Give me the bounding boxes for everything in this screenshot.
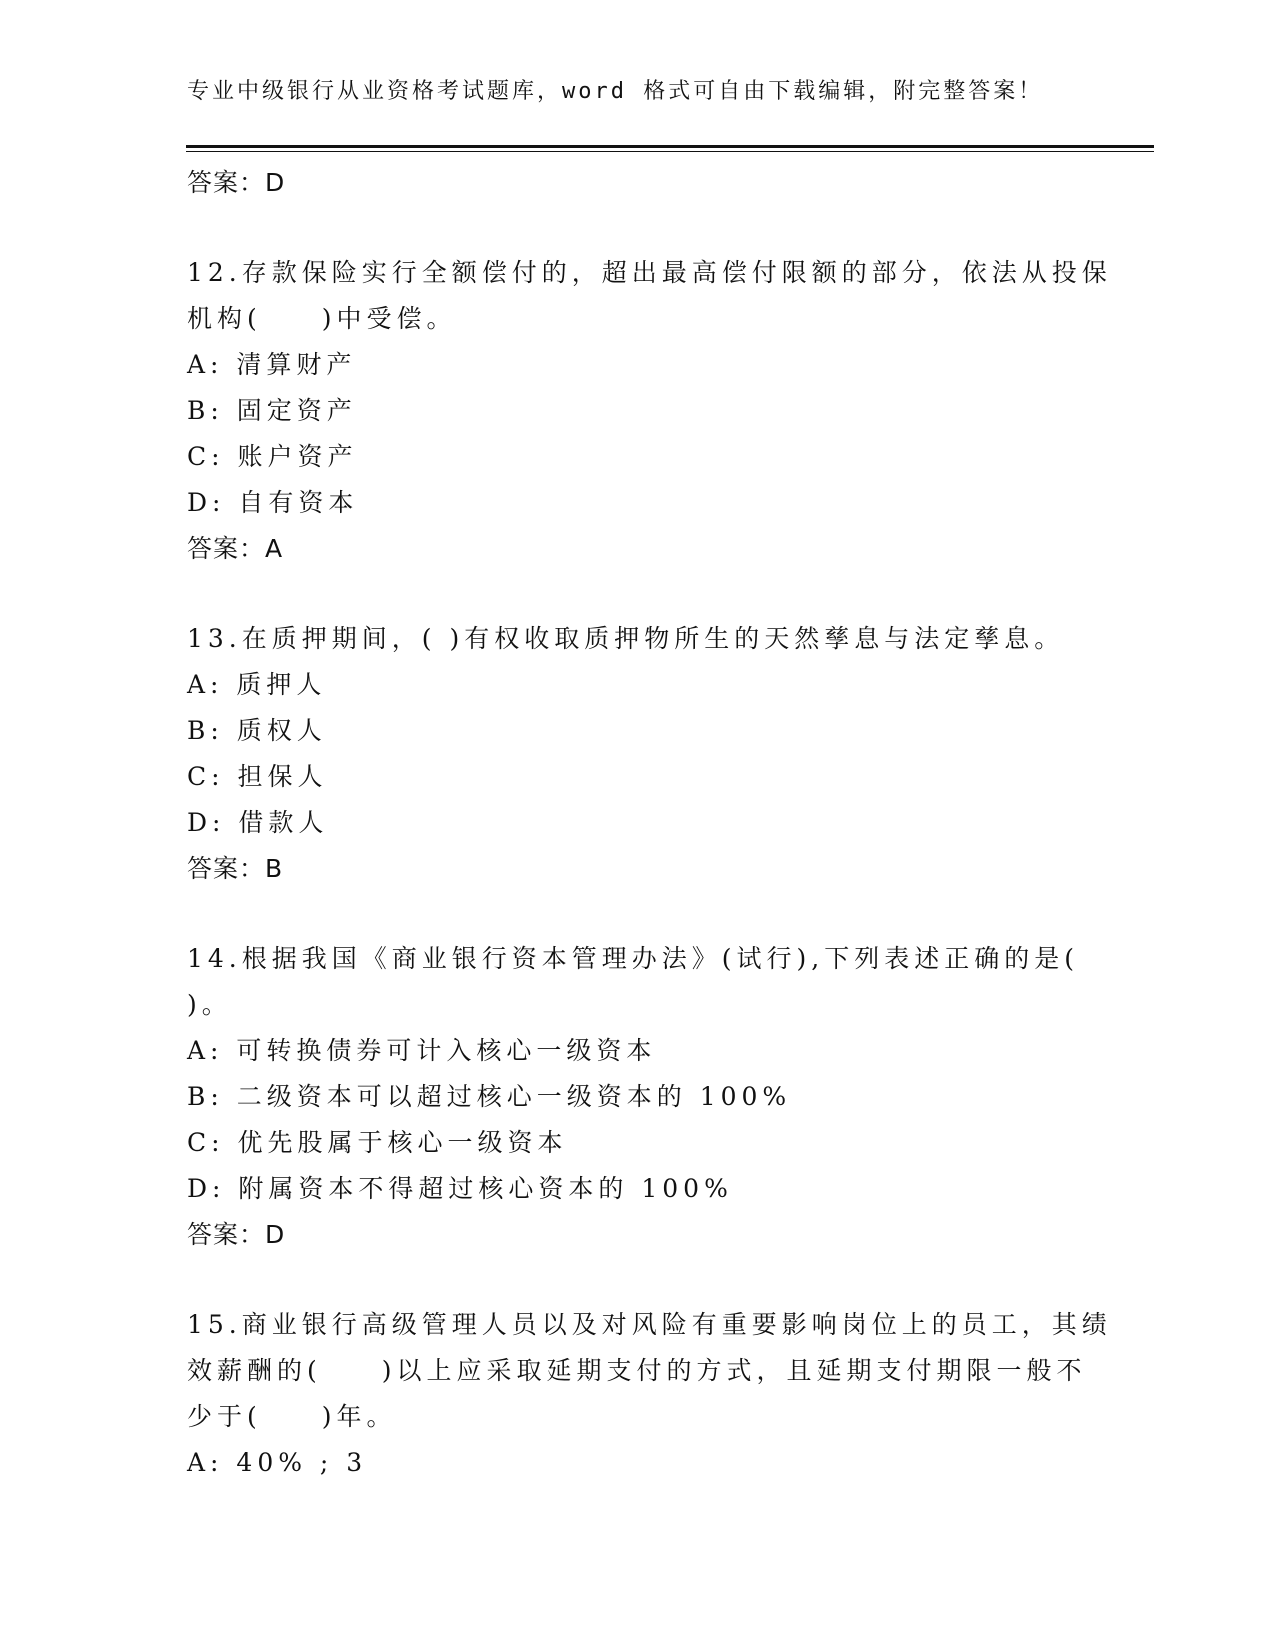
option-b: B: 质权人 xyxy=(187,716,327,745)
option-b: B: 二级资本可以超过核心一级资本的 100% xyxy=(187,1082,792,1111)
header-rule-thick xyxy=(186,145,1154,148)
question-13 xyxy=(187,616,1087,892)
question-text-line: 机构( )中受偿。 xyxy=(187,304,457,333)
option-c: C: 账户资产 xyxy=(187,442,358,471)
question-14 xyxy=(187,936,1087,1258)
question-text-line: 13.在质押期间，( )有权收取质押物所生的天然孳息与法定孳息。 xyxy=(187,624,1065,653)
option-d: D: 附属资本不得超过核心资本的 100% xyxy=(187,1174,733,1203)
option-a: A: 质押人 xyxy=(187,670,327,699)
question-text-line: 15.商业银行高级管理人员以及对风险有重要影响岗位上的员工，其绩 xyxy=(187,1310,1112,1339)
option-d: D: 自有资本 xyxy=(187,488,359,517)
answer-line: 答案：B xyxy=(187,854,284,883)
option-d: D: 借款人 xyxy=(187,808,329,837)
question-list xyxy=(187,160,1112,1486)
question-text-line: 12.存款保险实行全额偿付的，超出最高偿付限额的部分，依法从投保 xyxy=(187,258,1112,287)
question-text-line: 少于( )年。 xyxy=(187,1402,397,1431)
option-b: B: 固定资产 xyxy=(187,396,357,425)
question-text-line: )。 xyxy=(187,990,232,1019)
question-15 xyxy=(187,1302,1112,1486)
question-text-line: 效薪酬的( )以上应采取延期支付的方式，且延期支付期限一般不 xyxy=(187,1356,1087,1385)
header-rule-thin xyxy=(186,151,1154,152)
question-12 xyxy=(187,250,1112,572)
page-header: 专业中级银行从业资格考试题库，word 格式可自由下载编辑，附完整答案！ xyxy=(187,79,1044,104)
option-a: A: 可转换债券可计入核心一级资本 xyxy=(187,1036,657,1065)
question-text-line: 14.根据我国《商业银行资本管理办法》(试行),下列表述正确的是( xyxy=(187,944,1079,973)
option-a: A: 40% ; 3 xyxy=(187,1448,368,1477)
option-a: A: 清算财产 xyxy=(187,350,357,379)
option-c: C: 担保人 xyxy=(187,762,328,791)
answer-line: 答案：D xyxy=(187,1220,286,1249)
option-c: C: 优先股属于核心一级资本 xyxy=(187,1128,568,1157)
answer-line: 答案：A xyxy=(187,534,284,563)
answer-line: 答案：D xyxy=(187,168,286,197)
